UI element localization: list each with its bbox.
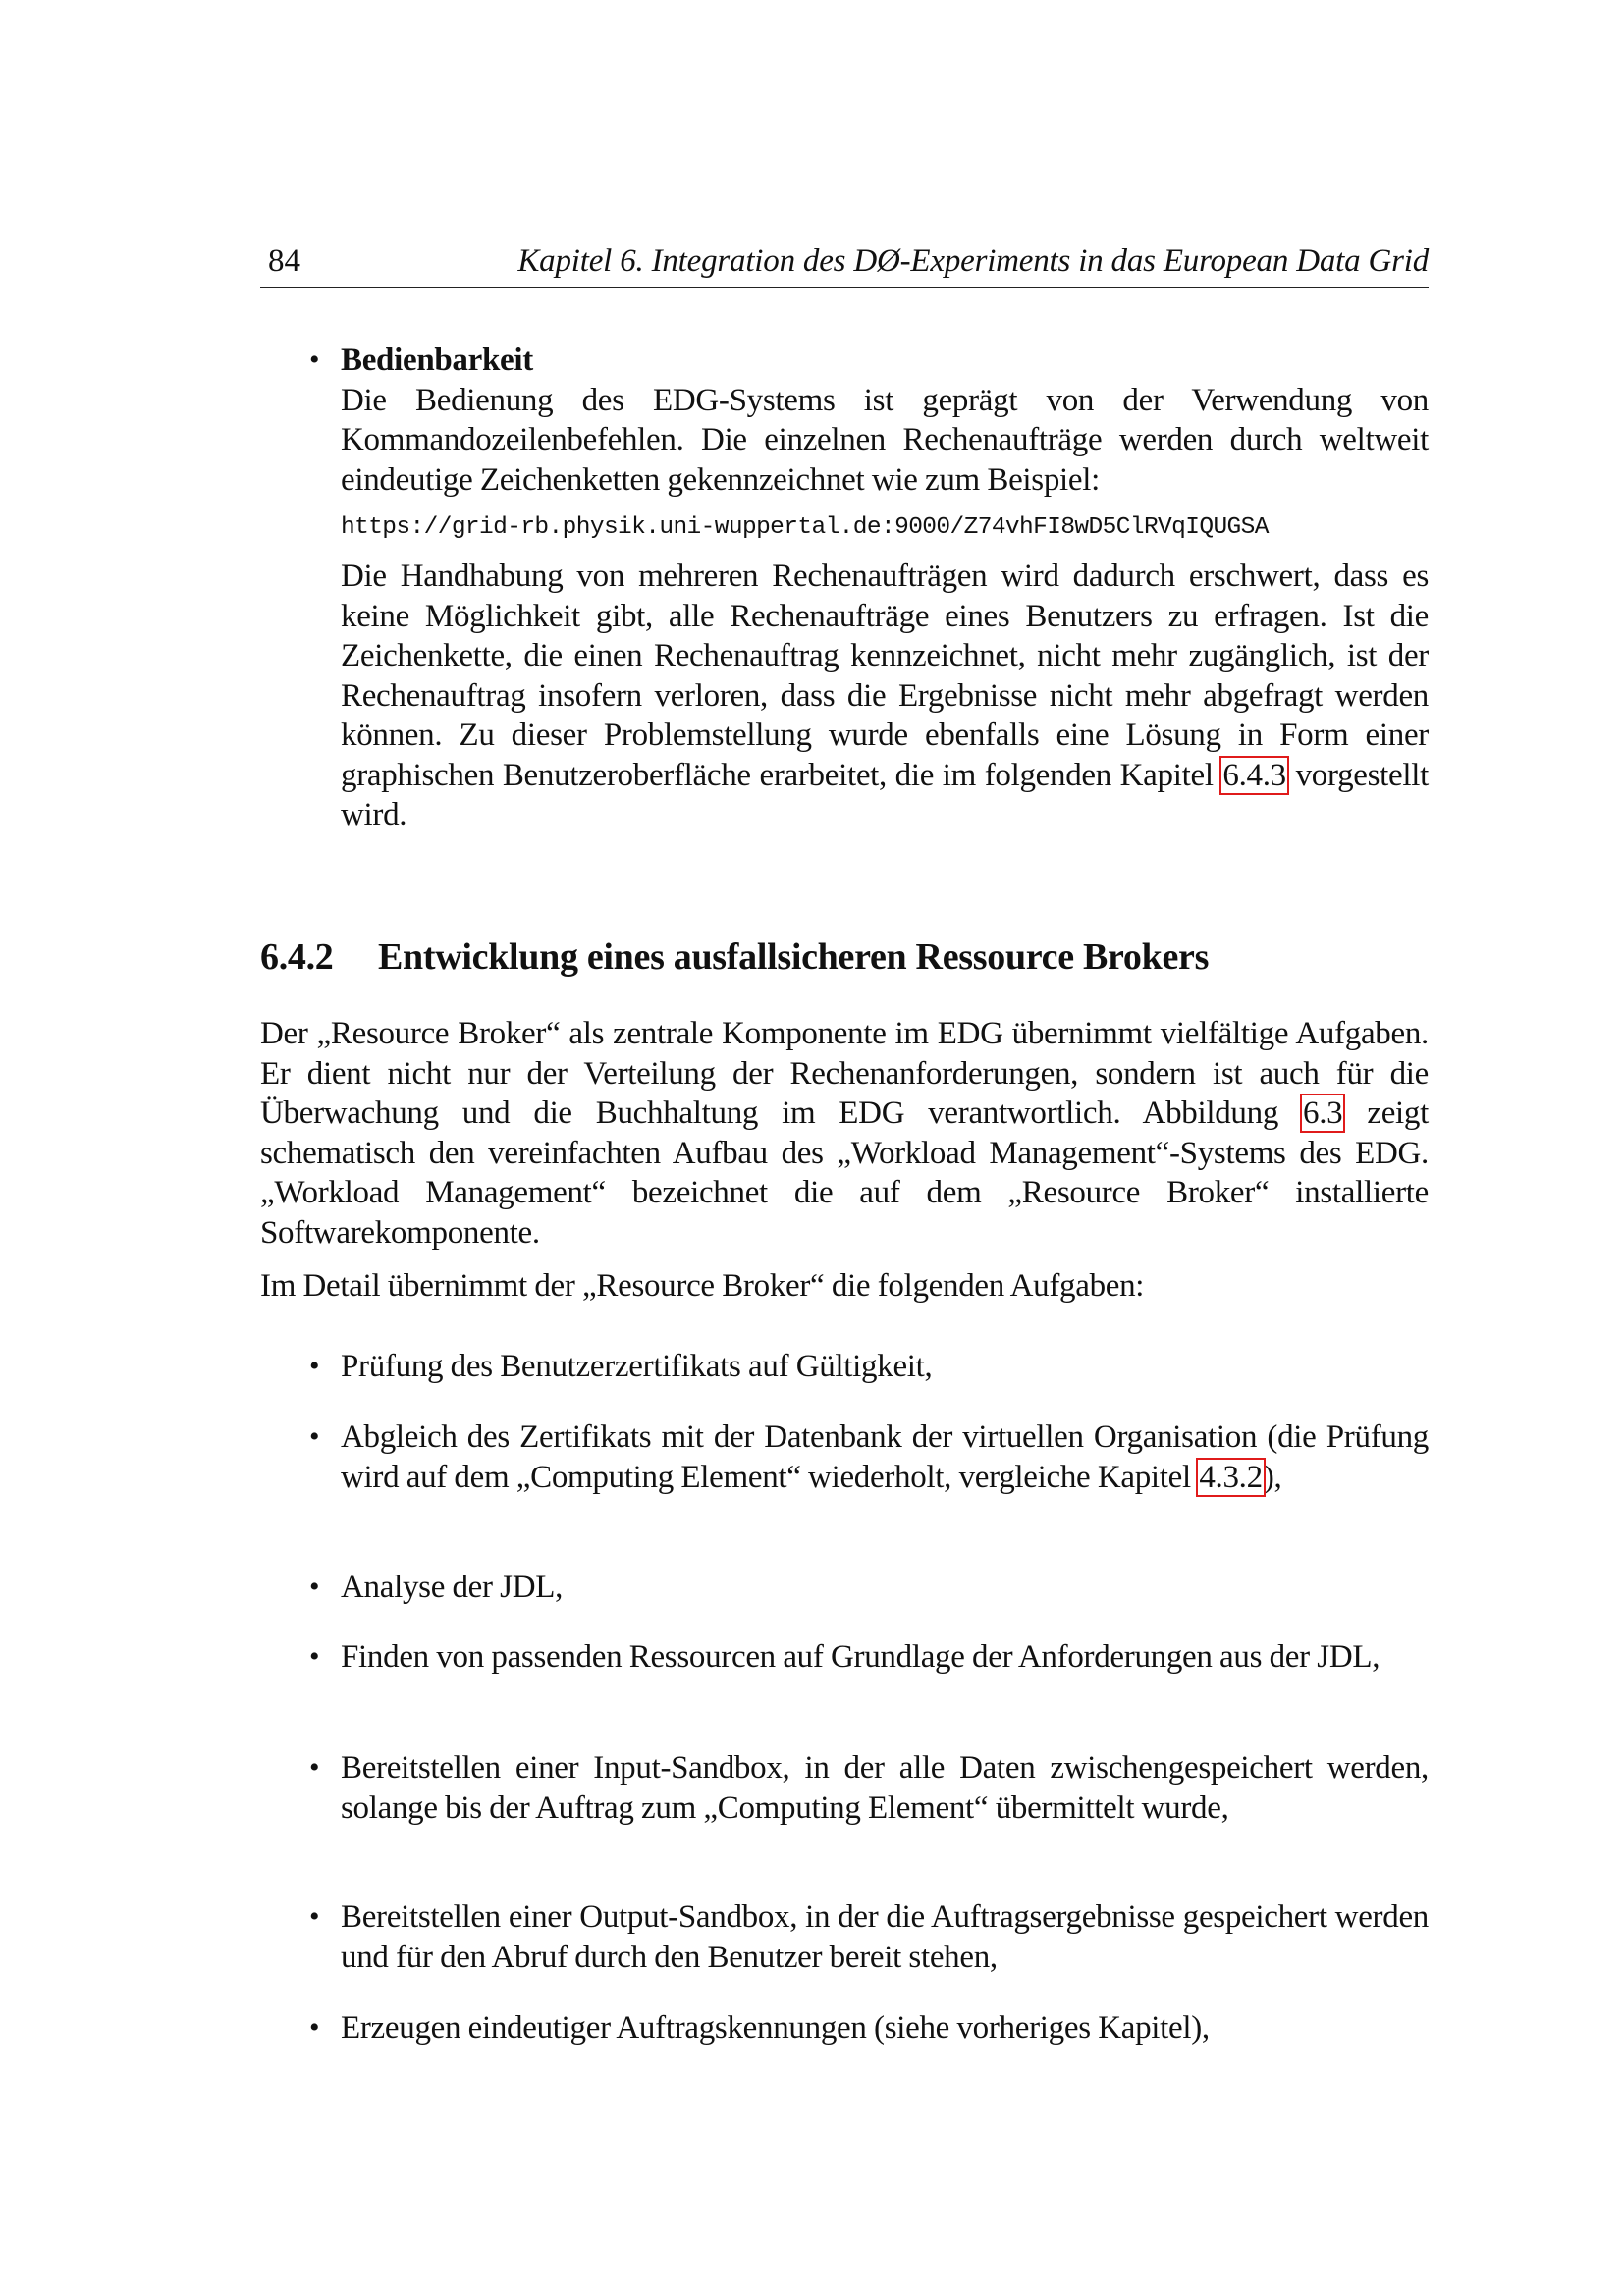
bullet-icon: • xyxy=(309,344,320,376)
chapter-ref-link[interactable]: 6.4.3 xyxy=(1222,757,1286,793)
bullet-icon: • xyxy=(309,1640,320,1673)
task-list-item xyxy=(260,1897,1429,1977)
task-text xyxy=(341,1417,1429,1497)
task-text: Bereitstellen einer Input-Sandbox, in der alle Daten zwischengespeichert werden, solange bis der Auftrag zum „Computing Element“ übermittelt wurde, xyxy=(341,1750,1429,1826)
section-heading xyxy=(260,934,1209,980)
bedienbarkeit-heading: Bedienbarkeit xyxy=(341,343,533,378)
task-list-item xyxy=(260,1637,1429,1678)
page-number: 84 xyxy=(268,243,300,279)
task-text: Bereitstellen einer Output-Sandbox, in der die Auftragsergebnisse gespeichert werden und für den Abruf durch den Benutzer bereit stehen, xyxy=(341,1899,1429,1975)
task-list-item xyxy=(260,2008,1429,2049)
bedienbarkeit-paragraph-1: Die Bedienung des EDG-Systems ist geprägt von der Verwendung von Kommandozeilenbefehlen. Die einzelnen Rechenaufträge werden durch weltweit eindeutige Zeichenketten gekennzeichnet wie zum Beispiel: xyxy=(341,382,1429,498)
paragraph-text: zeigt schematisch den vereinfachten Aufbau des „Workload Management“-Systems des EDG. „Workload Management“ bezeichnet die auf dem „Resource Broker“ installierte Softwarekomponente. xyxy=(260,1095,1429,1251)
chapter-ref-link[interactable]: 4.3.2 xyxy=(1199,1459,1263,1495)
bullet-icon: • xyxy=(309,2011,320,2044)
running-title: Kapitel 6. Integration des DØ-Experiments in das European Data Grid xyxy=(517,243,1429,279)
task-list-item xyxy=(260,1748,1429,1828)
bullet-bedienbarkeit xyxy=(260,341,1429,835)
bullet-icon: • xyxy=(309,1571,320,1603)
task-list-item xyxy=(260,1347,1429,1387)
section-title: Entwicklung eines ausfallsicheren Ressource Brokers xyxy=(378,936,1210,978)
task-list-item xyxy=(260,1568,1429,1608)
tasks-lead-in: Im Detail übernimmt der „Resource Broker“ die folgenden Aufgaben: xyxy=(260,1268,1145,1304)
bullet-icon: • xyxy=(309,1350,320,1382)
task-text-part: Abgleich des Zertifikats mit der Datenbank der virtuellen Organisation (die Prüfung wird auf dem „Computing Element“ wiederholt, vergleiche Kapitel xyxy=(341,1419,1429,1495)
bullet-icon: • xyxy=(309,1420,320,1453)
paragraph-text: Der „Resource Broker“ als zentrale Komponente im EDG übernimmt vielfältige Aufgaben. Er dient nicht nur der Verteilung der Rechenanforderungen, sondern ist auch für die Überwachung und die Buchhaltung im EDG verantwortlich. Abbildung xyxy=(260,1016,1429,1131)
task-text: Finden von passenden Ressourcen auf Grundlage der Anforderungen aus der JDL, xyxy=(341,1639,1380,1675)
section-number: 6.4.2 xyxy=(260,936,334,978)
paragraph-text: vorgestellt wird. xyxy=(341,757,1429,832)
bullet-icon: • xyxy=(309,1751,320,1784)
figure-ref-link[interactable]: 6.3 xyxy=(1303,1095,1343,1131)
task-text: Analyse der JDL, xyxy=(341,1570,564,1605)
bedienbarkeit-paragraph-2 xyxy=(341,557,1429,835)
task-text: Erzeugen eindeutiger Auftragskennungen (siehe vorheriges Kapitel), xyxy=(341,2010,1210,2046)
bullet-icon: • xyxy=(309,1900,320,1933)
running-header xyxy=(260,241,1429,288)
section-intro-paragraph xyxy=(260,1014,1429,1253)
task-list-item xyxy=(260,1417,1429,1497)
example-job-url: https://grid-rb.physik.uni-wuppertal.de:9000/Z74vhFI8wD5ClRVqIQUGSA xyxy=(341,514,1269,541)
paragraph-text: Die Handhabung von mehreren Rechenaufträgen wird dadurch erschwert, dass es keine Möglichkeit gibt, alle Rechenaufträge eines Benutzers zu erfragen. Ist die Zeichenkette, die einen Rechenauftrag kennzeichnet, nicht mehr zugänglich, ist der Rechenauftrag insofern verloren, dass die Ergebnisse nicht mehr abgefragt werden können. Zu dieser Problemstellung wurde ebenfalls eine Lösung in Form einer graphischen Benutzeroberfläche erarbeitet, die im folgenden Kapitel xyxy=(341,559,1429,793)
task-text-part: ), xyxy=(1263,1459,1282,1495)
task-text: Prüfung des Benutzerzertifikats auf Gültigkeit, xyxy=(341,1349,933,1384)
